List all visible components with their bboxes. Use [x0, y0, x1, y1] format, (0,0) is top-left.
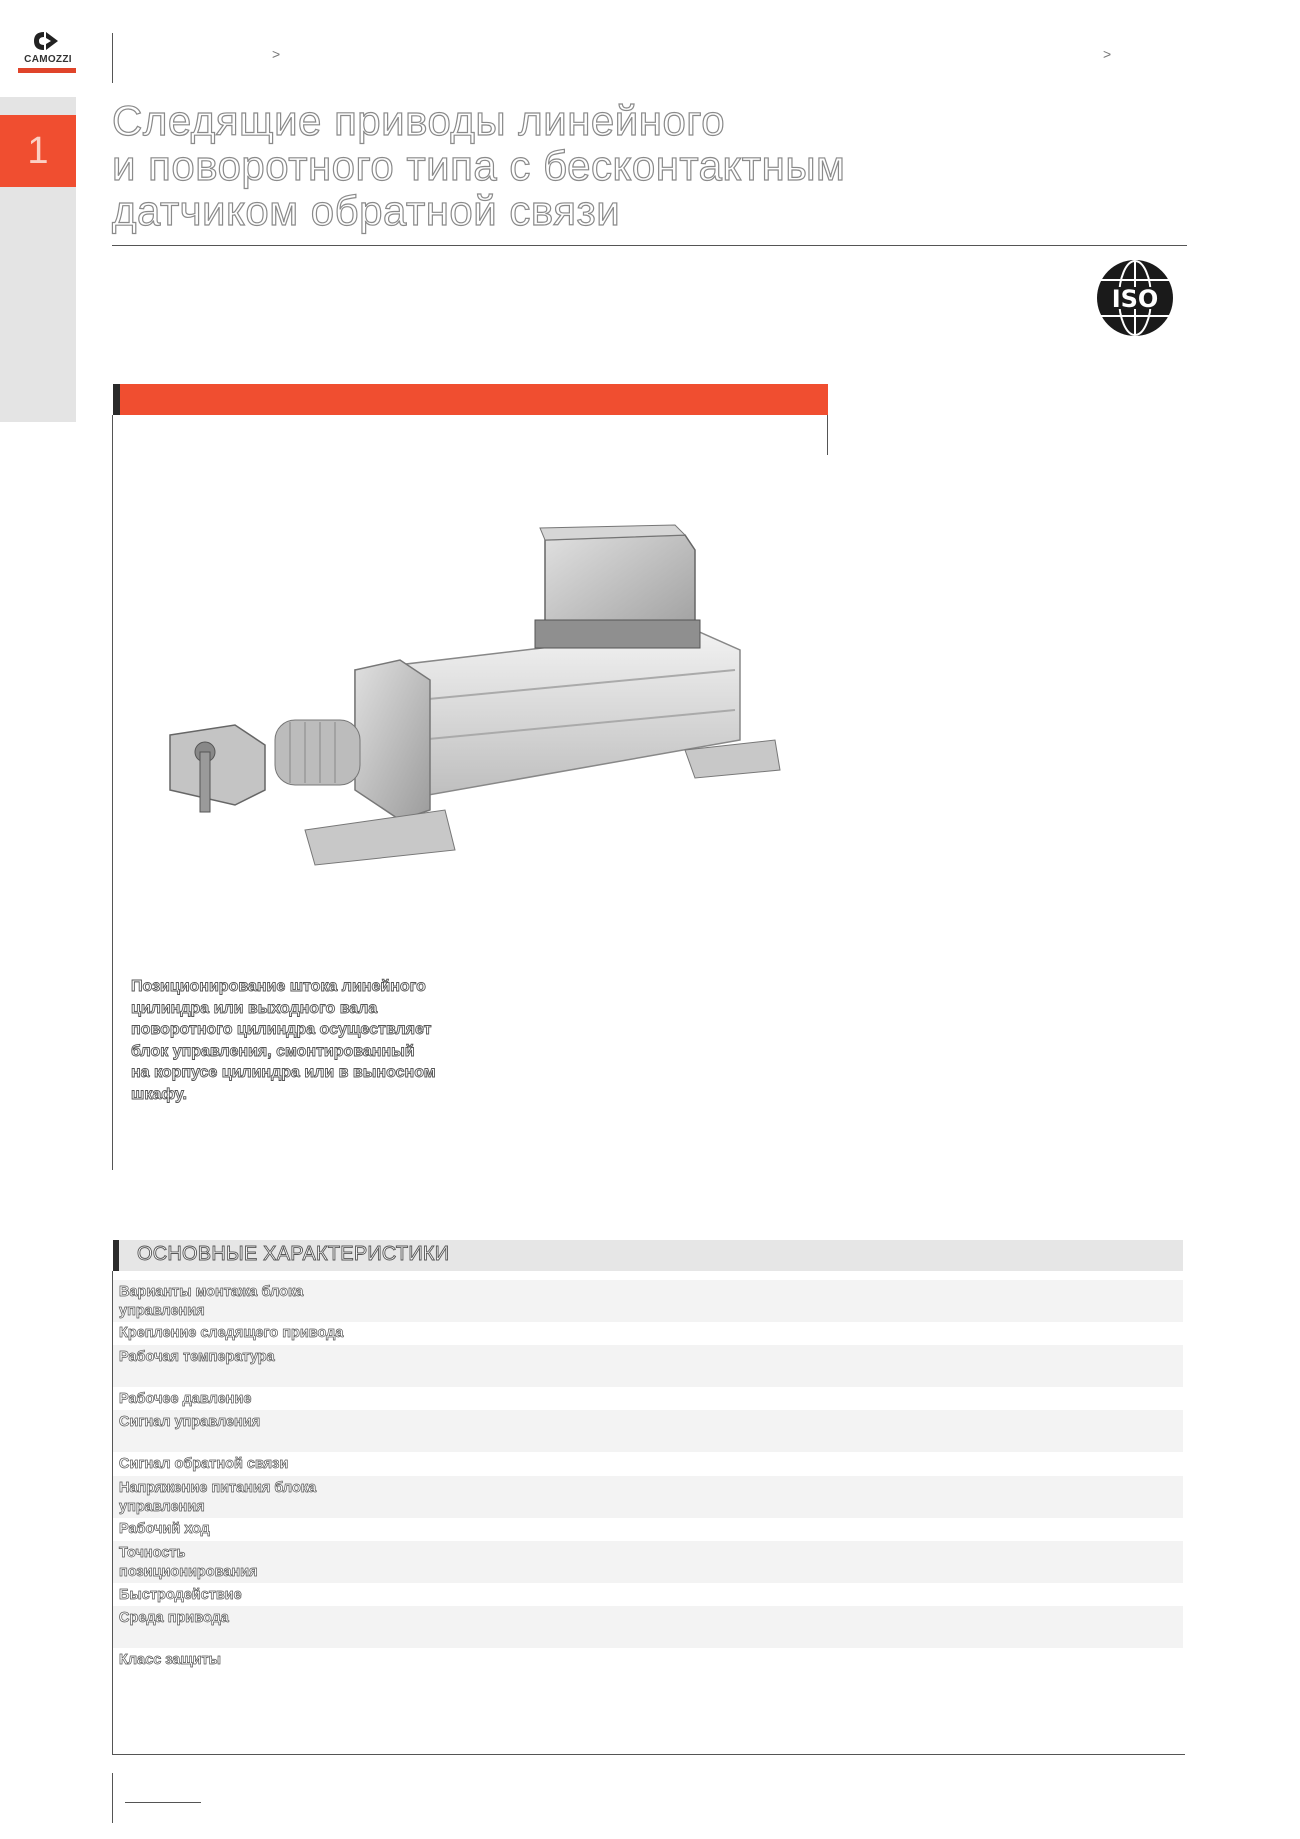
description-line: шкафу. [131, 1085, 187, 1103]
header-divider [112, 33, 113, 83]
title-line: Следящие приводы линейного [112, 97, 726, 144]
product-description [131, 976, 471, 1105]
row-label: Напряжение питания блока управления [119, 1480, 317, 1515]
content-left-rule [112, 415, 113, 1170]
title-line: и поворотного типа с бесконтактным [112, 142, 846, 189]
description-line: цилиндра или выходного вала [131, 999, 378, 1017]
section-bar-accent [113, 384, 120, 415]
row-label: Рабочая температура [119, 1349, 275, 1365]
section-bar [113, 384, 828, 415]
description-line: поворотного цилиндра осуществляет [131, 1021, 432, 1038]
characteristics-title: ОСНОВНЫЕ ХАРАКТЕРИСТИКИ [137, 1243, 450, 1265]
title-rule [112, 245, 1187, 246]
row-label: Быстродействие [119, 1587, 242, 1603]
row-label: Рабочий ход [119, 1521, 210, 1537]
row-label: Варианты монтажа блока управления [119, 1284, 304, 1319]
iso-badge [1095, 258, 1175, 338]
section-divider [827, 415, 828, 455]
page-title [112, 98, 1112, 233]
title-line: датчиком обратной связи [112, 187, 621, 234]
badge-text: ISO [1111, 285, 1159, 313]
description-line: блок управления, смонтированный [131, 1042, 415, 1060]
globe-icon [1095, 258, 1175, 338]
actuator-image [155, 520, 795, 880]
breadcrumb-separator: > [1103, 46, 1112, 62]
row-label: Сигнал обратной связи [119, 1456, 289, 1472]
logo-text: CAMOZZI [24, 54, 72, 65]
description-line: на корпусе цилиндра или в выносном [131, 1064, 436, 1081]
logo-icon [18, 28, 78, 54]
breadcrumb-separator: > [272, 46, 281, 62]
row-label: Сигнал управления [119, 1414, 261, 1430]
row-label: Рабочее давление [119, 1391, 252, 1407]
row-label: Среда привода [119, 1610, 229, 1626]
characteristics-header-accent [113, 1240, 119, 1271]
chapter-number: 1 [27, 130, 49, 172]
table-bottom-rule [113, 1754, 1185, 1755]
footer-divider [112, 1773, 113, 1823]
row-label: Класс защиты [119, 1652, 221, 1668]
row-label: Точность позиционирования [119, 1545, 258, 1580]
description-line: Позиционирование штока линейного [131, 978, 426, 995]
logo-bar [18, 68, 76, 73]
footer-line [125, 1802, 201, 1803]
camozzi-logo [18, 28, 78, 76]
chapter-tab [0, 115, 76, 187]
row-label: Крепление следящего привода [119, 1325, 344, 1341]
